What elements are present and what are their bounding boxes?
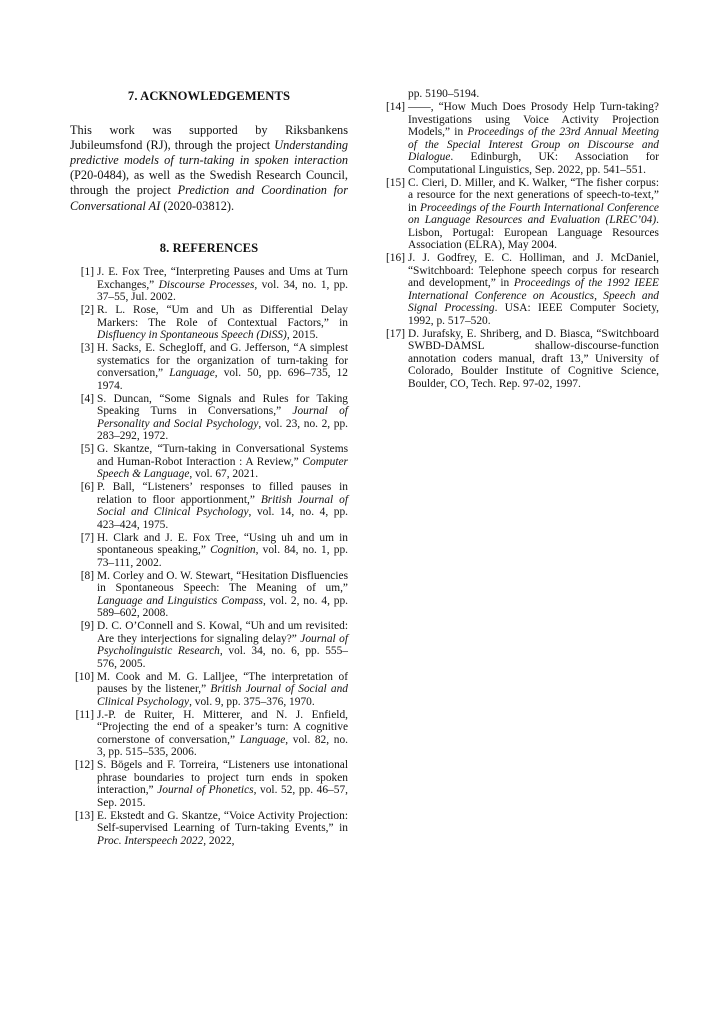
reference-citation: D. C. O’Connell and S. Kowal, “Uh and um revisited: Are they interjections for signaling delay?” bbox=[97, 620, 348, 645]
reference-item bbox=[70, 671, 348, 709]
reference-number: [17] bbox=[386, 327, 405, 340]
reference-details: , vol. 14, no. 4, pp. 423–424, 1975. bbox=[97, 506, 349, 531]
reference-citation: S. Bögels and F. Torreira, “Listeners use intonational phrase boundaries to project turn ends in spoken interaction,” bbox=[97, 759, 348, 797]
reference-venue: Language bbox=[169, 367, 215, 380]
reference-number: [5] bbox=[80, 443, 94, 456]
reference-citation: C. Cieri, D. Miller, and K. Walker, “The fisher corpus: a resource for the next generations of speech-to-text,” in bbox=[408, 176, 659, 214]
reference-citation: pp. 5190–5194. bbox=[408, 88, 480, 100]
reference-citation: J. E. Fox Tree, “Interpreting Pauses and Ums at Turn Exchanges,” bbox=[97, 266, 348, 291]
reference-details: , vol. 84, no. 1, pp. 73–111, 2002. bbox=[97, 544, 349, 569]
reference-number: [6] bbox=[80, 481, 94, 494]
reference-venue: Language bbox=[239, 733, 286, 746]
reference-venue: Cognition bbox=[210, 544, 256, 557]
reference-venue: Computer Speech & Language bbox=[97, 455, 348, 481]
reference-details: , vol. 9, pp. 375–376, 1970. bbox=[189, 695, 315, 708]
reference-citation: E. Ekstedt and G. Skantze, “Voice Activity Projection: Self-supervised Learning of Turn-taking Events,” in bbox=[97, 809, 348, 835]
reference-number: [3] bbox=[80, 342, 94, 355]
acknowledgements-heading: 7. ACKNOWLEDGEMENTS bbox=[127, 89, 291, 103]
reference-citation: H. Clark and J. E. Fox Tree, “Using uh and um in spontaneous speaking,” bbox=[97, 531, 348, 557]
reference-number: [15] bbox=[386, 176, 405, 189]
reference-item bbox=[70, 481, 348, 531]
reference-venue: Proc. Interspeech 2022 bbox=[97, 834, 204, 847]
reference-details: , vol. 34, no. 6, pp. 555–576, 2005. bbox=[97, 645, 348, 670]
reference-details: , vol. 23, no. 2, pp. 283–292, 1972. bbox=[97, 417, 348, 443]
reference-venue: Proceedings of the 1992 IEEE International Conference on Acoustics, Speech and Signal Processing bbox=[408, 277, 659, 314]
reference-number: [2] bbox=[80, 304, 94, 317]
reference-citation: S. Duncan, “Some Signals and Rules for Taking Speaking Turns in Conversations,” bbox=[97, 392, 348, 418]
reference-number: [9] bbox=[80, 620, 94, 633]
reference-venue: Proceedings of the 23rd Annual Meeting of the Special Interest Group on Discourse and Dialogue bbox=[408, 126, 659, 163]
reference-citation: M. Corley and O. W. Stewart, “Hesitation Disfluencies in Spontaneous Speech: The Meaning of um,” bbox=[97, 569, 348, 595]
reference-details: . Lisbon, Portugal: European Language Resources Association (ELRA), May 2004. bbox=[408, 214, 659, 251]
reference-citation: J. J. Godfrey, E. C. Holliman, and J. McDaniel, “Switchboard: Telephone speech corpus for research and development,” in bbox=[408, 252, 659, 289]
reference-item bbox=[70, 570, 348, 620]
reference-item bbox=[381, 88, 659, 101]
reference-citation: ——, “How Much Does Prosody Help Turn-taking? Investigations using Voice Activity Projection Models,” in bbox=[408, 101, 659, 138]
reference-item bbox=[70, 342, 348, 392]
reference-venue: British Journal of Social and Clinical Psychology bbox=[97, 493, 348, 519]
reference-citation: J.-P. de Ruiter, H. Mitterer, and N. J. Enfield, “Projecting the end of a speaker’s turn: A cognitive cornerstone of conversation,” bbox=[97, 708, 348, 746]
reference-venue: Journal of Psycholinguistic Research bbox=[97, 632, 348, 658]
reference-venue: Journal of Phonetics bbox=[157, 784, 254, 797]
reference-details: , vol. 82, no. 3, pp. 515–535, 2006. bbox=[97, 733, 348, 759]
reference-details: , 2015. bbox=[286, 329, 319, 342]
reference-list-right bbox=[381, 88, 659, 390]
reference-details: , vol. 2, no. 4, pp. 589–602, 2008. bbox=[97, 594, 349, 620]
reference-item bbox=[70, 443, 348, 481]
reference-details: . Edinburgh, UK: Association for Computational Linguistics, Sep. 2022, pp. 541–551. bbox=[408, 151, 659, 176]
reference-item bbox=[70, 759, 348, 809]
reference-number: [10] bbox=[75, 670, 94, 683]
reference-details: , vol. 34, no. 1, pp. 37–55, Jul. 2002. bbox=[97, 278, 349, 304]
reference-venue: Language and Linguistics Compass bbox=[97, 594, 263, 607]
references-heading: 8. REFERENCES bbox=[159, 240, 259, 255]
reference-item bbox=[70, 393, 348, 443]
reference-number: [16] bbox=[386, 252, 405, 264]
reference-venue: Proceedings of the Fourth International Conference on Language Resources and Evaluation (LREC’04) bbox=[408, 201, 659, 226]
reference-item bbox=[70, 532, 348, 570]
right-column bbox=[381, 88, 659, 391]
reference-item bbox=[70, 620, 348, 670]
reference-details: , vol. 52, pp. 46–57, Sep. 2015. bbox=[97, 784, 348, 809]
reference-details: , vol. 67, 2021. bbox=[189, 468, 259, 481]
reference-citation: D. Jurafsky, E. Shriberg, and D. Biasca, “Switchboard SWBD-DAMSL shallow-discourse-function annotation coders manual, draft 13,” University of Colorado, Boulder Institute of Cognitive Science, Boulder, CO, Tech. Rep. 97-02, 1997. bbox=[408, 327, 659, 390]
reference-citation: R. L. Rose, “Um and Uh as Differential Delay Markers: The Role of Contextual Factors,” in bbox=[97, 304, 348, 329]
reference-details: . USA: IEEE Computer Society, 1992, p. 517–520. bbox=[408, 302, 660, 327]
reference-venue: British Journal of Social and Clinical Psychology bbox=[97, 683, 348, 708]
acknowledgements-text: This work was supported by Riksbankens Jubileumsfond (RJ), through the project Understanding predictive models of turn-taking in spoken interaction (P20-0484), as well as the Swedish Research Council, through the project Prediction and Coordination for Conversational AI (2020-03812). bbox=[70, 122, 348, 213]
reference-item bbox=[70, 810, 348, 848]
reference-citation: P. Ball, “Listeners’ responses to filled pauses in relation to floor apportionment,” bbox=[97, 481, 348, 506]
reference-number: [4] bbox=[80, 392, 94, 405]
reference-number: [1] bbox=[80, 266, 94, 279]
reference-item bbox=[381, 252, 659, 327]
reference-citation: M. Cook and M. G. Lalljee, “The interpretation of pauses by the listener,” bbox=[97, 670, 348, 696]
reference-venue: Disfluency in Spontaneous Speech (DiSS) bbox=[97, 329, 287, 342]
reference-item bbox=[381, 328, 659, 391]
reference-citation: G. Skantze, “Turn-taking in Conversational Systems and Human-Robot Interaction : A Review,” bbox=[97, 443, 348, 468]
reference-item bbox=[70, 709, 348, 759]
reference-details: , vol. 50, pp. 696–735, 12 1974. bbox=[97, 367, 348, 392]
reference-number: [12] bbox=[75, 759, 94, 772]
reference-item bbox=[381, 177, 659, 252]
reference-item bbox=[70, 266, 348, 304]
reference-citation: H. Sacks, E. Schegloff, and G. Jefferson, “A simplest systematics for the organization of turn-taking for conversation,” bbox=[97, 342, 348, 380]
reference-venue: Discourse Processes bbox=[158, 278, 255, 291]
reference-number: [13] bbox=[75, 809, 94, 822]
reference-item bbox=[70, 304, 348, 342]
reference-details: , 2022, bbox=[203, 834, 235, 847]
left-column bbox=[70, 88, 348, 848]
reference-item bbox=[381, 101, 659, 176]
reference-number: [11] bbox=[75, 708, 94, 721]
reference-number: [8] bbox=[80, 569, 94, 582]
reference-number: [14] bbox=[386, 101, 405, 113]
reference-number: [7] bbox=[80, 531, 94, 544]
reference-venue: Journal of Personality and Social Psychology bbox=[97, 405, 348, 430]
reference-list-left bbox=[70, 266, 348, 847]
